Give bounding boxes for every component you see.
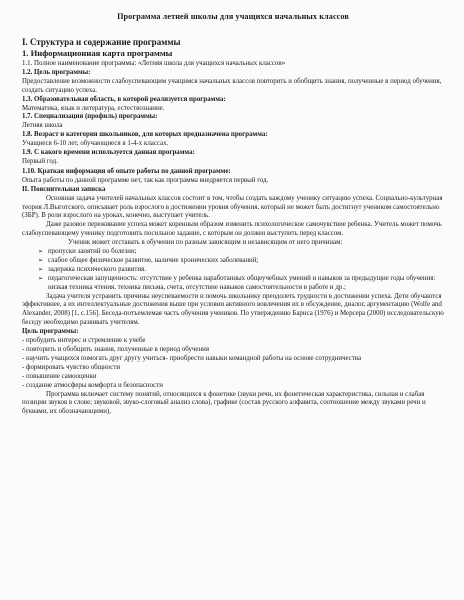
program-goals-heading: Цель программы:: [22, 328, 79, 336]
since-text: Первый год.: [22, 157, 58, 165]
goal-heading: 1.2. Цель программы:: [22, 68, 91, 76]
program-name: 1.1. Полное наименование программы: «Летняя школа для учащихся начальных классов»: [22, 60, 286, 67]
list-item: - пробудить интерес и стремление к учебе: [22, 337, 146, 345]
list-item: ➢ слабое общее физическое развитие, наличие хронических заболеваний;: [48, 257, 444, 266]
paragraph-4: Задача учителя устранить причины неуспеваемости и помочь школьнику преодолеть трудности в достижении успеха. Дети обучаются эффективнее, а их интеллектуальные достижения выше при условии активного вовлечения их в обсуждение, диалог, аргументацию (Wolfe and Alexander, 2008) [1, с.156]. Беседа-потъемлемая часть обучения учеников. По утверждению Барнса (1976) и Мерсера (2000) исследовательскую беседу необходимо развивать учителям.: [22, 292, 444, 327]
list-item: ➢ пропуски занятий по болезни;: [48, 248, 444, 257]
area-heading: 1.3. Образовательная область, в которой реализуется программа:: [22, 95, 226, 103]
list-item: - формировать чувство общности: [22, 363, 121, 371]
list-item: - повторить и обобщить знания, полученные в период обучения: [22, 346, 210, 353]
area-text: Математика, язык и литература, естествознание.: [22, 104, 165, 112]
list-item: - создание атмосферы комфорта и безопасности: [22, 381, 163, 389]
section-structure-heading: I. Структура и содержание программы: [22, 37, 181, 47]
profile-heading: 1.7. Специализация (профиль) программы:: [22, 113, 158, 121]
profile-text: Летняя школа: [22, 122, 63, 130]
explanatory-note-heading: II. Пояснительная записка: [22, 185, 106, 193]
document-title: Программа летней школы для учащихся начальных классов: [117, 12, 349, 21]
paragraph-5: Программа включает систему понятий, относящихся к фонетике (звуки речи, их фонетическая характеристика, сильная и слабая позиции звуков в слове; звуковой, звуко-слоговый анализ слова), графике (состав русского алфавита, соотношение между звуками речи и буквами, их обозначающими),: [22, 390, 426, 416]
age-heading: 1.8. Возраст и категория школьников, для которых предназначена программа:: [22, 131, 268, 139]
list-item: ➢ педагогическая запущенность: отсутствие у ребенка наработанных общеучебных умений и навыков за предыдущие годы обучения: низкая техника чтения, техника письма, счета, отсутствие навыков самостоятельности в работе и др.;: [48, 275, 444, 293]
paragraph-3: Ученик может отставать в обучении по разным зависящим и независящим от него причинам:: [68, 239, 343, 247]
since-heading: 1.9. С какого времени используется данная программа:: [22, 149, 195, 157]
age-text: Учащиеся 6-10 лет, обучающиеся в 1-4-х классах.: [22, 140, 169, 148]
list-item: - научить учащихся помогать друг другу учиться- приобрести навыки командной работы на основе сотрудничества: [22, 354, 362, 362]
reasons-list: [22, 248, 444, 293]
info-card-heading: 1. Информационная карта программы: [22, 48, 173, 58]
goal-text: Предоставление возможности слабоуспевающим учащимся начальных классов повторить и обобщить знания, полученные в период обучения, создать ситуацию успеха.: [22, 77, 442, 94]
paragraph-2: Даже разовое переживание успеха может коренным образом изменить психологическое самочувствие ребенка. Учитель может помочь слабоуспевающему ученику подготовить посильное задание, с которым он должен выступить перед классом.: [22, 221, 442, 238]
list-item: - повышение самооценки: [22, 372, 97, 380]
experience-heading: 1.10. Краткая информация об опыте работы по данной программе:: [22, 167, 231, 175]
paragraph-1: Основная задача учителей начальных классов состоит в том, чтобы создать каждому ученику ситуацию успеха. Социально-культурная теория Л.Выготского, описывает роль взрослого в достижении уровня обучения, который не может быть достигнут учеником самостоятельно (ЗБР). В роли взрослого на уроках, конечно, выступает учитель.: [22, 194, 443, 220]
experience-text: Опыта работы по данной программе нет, так как программа внедряется первый год.: [22, 176, 269, 184]
list-item: ➢ задержка психического развития.: [48, 266, 444, 275]
